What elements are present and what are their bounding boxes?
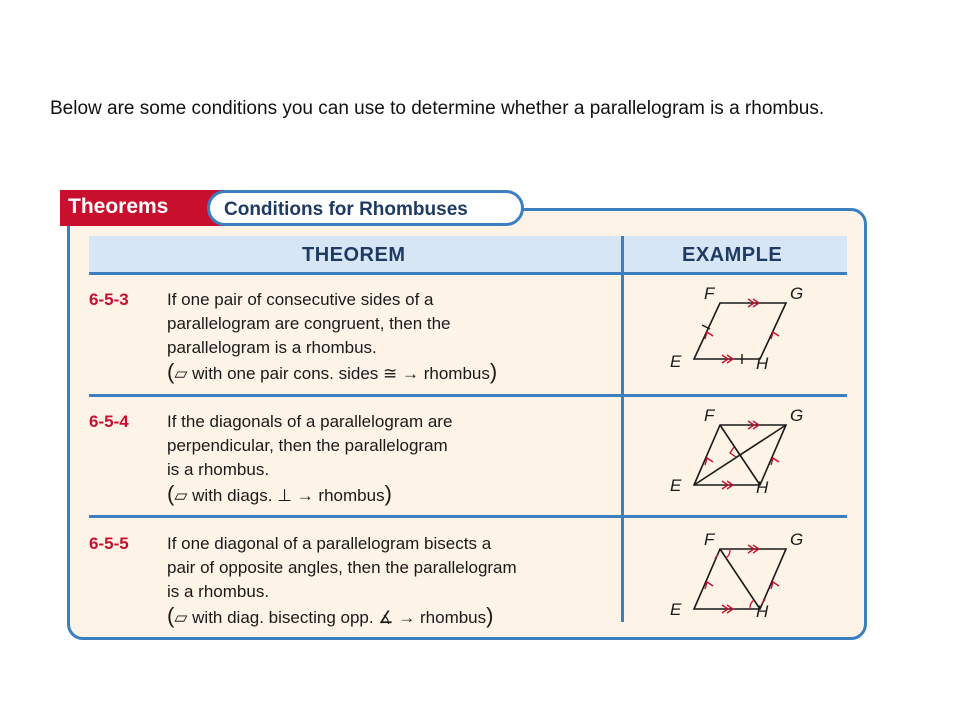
- vertex-label-f: F: [704, 531, 715, 549]
- theorem-number: 6-5-3: [89, 290, 129, 309]
- theorems-tab: [60, 190, 225, 226]
- theorem-line: pair of opposite angles, then the parallelogram: [167, 558, 517, 577]
- vertex-label-f: F: [704, 407, 715, 425]
- theorem-line: is a rhombus.: [167, 460, 270, 479]
- column-divider: [621, 236, 624, 622]
- rhombus-figure-perp-diagonals: [660, 407, 820, 517]
- theorem-line: is a rhombus.: [167, 582, 270, 601]
- intro-text: Below are some conditions you can use to determine whether a parallelogram is a rhombus.: [50, 98, 825, 119]
- vertex-label-f: F: [704, 285, 715, 303]
- theorem-number: 6-5-5: [89, 534, 129, 553]
- column-header-theorem: THEOREM: [302, 244, 406, 266]
- rhombus-figure-cons-sides: [660, 285, 820, 395]
- vertex-label-e: E: [670, 600, 682, 619]
- theorem-line: perpendicular, then the parallelogram: [167, 436, 448, 455]
- theorem-text: [167, 288, 617, 386]
- theorem-line: If the diagonals of a parallelogram are: [167, 412, 453, 431]
- theorem-line: parallelogram are congruent, then the: [167, 314, 451, 333]
- vertex-label-g: G: [790, 531, 804, 549]
- theorem-line: If one pair of consecutive sides of a: [167, 290, 434, 309]
- conditions-title-tab: [207, 190, 524, 226]
- vertex-label-g: G: [790, 407, 804, 425]
- theorems-tab-label: Theorems: [68, 195, 169, 218]
- parallelogram-icon: ▱: [174, 364, 188, 383]
- theorem-line: If one diagonal of a parallelogram bisects a: [167, 534, 492, 553]
- theorem-abbreviation: (▱ with one pair cons. sides ≅ → rhombus): [167, 359, 498, 384]
- vertex-label-e: E: [670, 352, 682, 371]
- vertex-label-h: H: [756, 602, 769, 621]
- divider-header: [89, 272, 847, 275]
- rhombus-figure-angle-bisector: [660, 531, 820, 641]
- vertex-label-e: E: [670, 476, 682, 495]
- conditions-title: Conditions for Rhombuses: [224, 199, 468, 220]
- theorem-text: [167, 410, 617, 508]
- vertex-label-h: H: [756, 354, 769, 373]
- parallelogram-icon: ▱: [174, 486, 188, 505]
- parallelogram-icon: ▱: [174, 608, 188, 627]
- theorem-abbreviation: (▱ with diag. bisecting opp. ∡ → rhombus): [167, 603, 494, 628]
- theorem-abbreviation: (▱ with diags. ⊥ → rhombus): [167, 481, 392, 506]
- vertex-label-g: G: [790, 285, 804, 303]
- theorem-number: 6-5-4: [89, 412, 129, 431]
- vertex-label-h: H: [756, 478, 769, 497]
- column-header-example: EXAMPLE: [682, 244, 783, 266]
- theorem-text: [167, 532, 617, 630]
- theorem-line: parallelogram is a rhombus.: [167, 338, 377, 357]
